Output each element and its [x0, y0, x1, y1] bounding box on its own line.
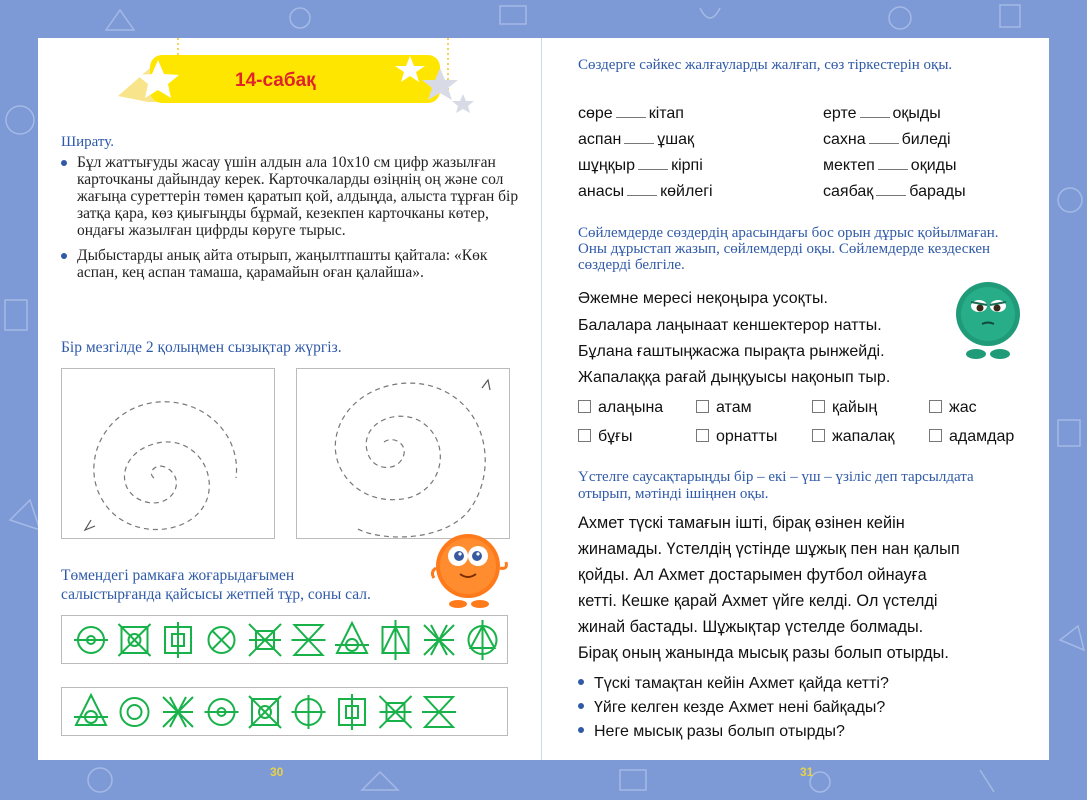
right-page [542, 38, 1049, 779]
lesson-title: 14-сабақ [235, 70, 316, 91]
symbol-row-reference [61, 615, 509, 665]
story-line: Бірақ оның жанында мысық разы болып отырды. [578, 644, 949, 662]
reading-text [578, 510, 1038, 666]
instruction-item: Бұл жаттығуды жасау үшін алдын ала 10х10 см цифр жазылған карточканы дайындау керек. Карточкаларды өзіңнің оң және сол жағыңа суреттерін төмен қаратып қой, алдыңда, алыста тұрған бір затқа қара, көз қиығыңды бұрмай, кезекпен карточканы көтер, ондағы жазылған цифрды көруге тырыс. [61, 154, 521, 239]
word-checkbox[interactable]: орнатты [696, 428, 777, 446]
word-pair: ерте оқыды [823, 105, 941, 122]
symbol-row-missing[interactable] [61, 687, 509, 737]
fill-blank[interactable] [616, 107, 646, 118]
word-checkbox[interactable]: адамдар [929, 428, 1014, 446]
checkbox-icon [929, 400, 942, 413]
intro-label: Ширату. [61, 134, 115, 150]
checkbox-icon [929, 429, 942, 442]
instruction-item: Дыбыстарды анық айта отырып, жаңылтпашты қайтала: «Көк аспан, кең аспан тамаша, қарамайын оған қалайша». [61, 247, 521, 281]
checkbox-icon [578, 400, 591, 413]
word-pair: анасы көйлегі [578, 183, 713, 200]
word-checkbox[interactable]: алаңына [578, 399, 663, 417]
fill-blank[interactable] [869, 133, 899, 144]
task-spacing-heading: Сөйлемдерде сөздердің арасындағы бос орын дұрыс қойылмаған. Оны дұрыстап жазып, сөйлемдерді оқы. Сөйлемдерде кездескен сөздерді белгіле. [578, 225, 999, 273]
spiral-frame-left[interactable] [61, 368, 276, 540]
scrambled-sentence: Әжемне мересі неқоңыра усоқты. [578, 290, 828, 307]
story-line: кетті. Кешке қарай Ахмет үйге келді. Ол үстелді [578, 592, 938, 610]
question-item: Неге мысық разы болып отырды? [578, 723, 845, 741]
fill-blank[interactable] [876, 185, 906, 196]
question-item: Түскі тамақтан кейін Ахмет қайда кетті? [578, 675, 889, 693]
story-line: Ахмет түскі тамағын ішті, бірақ өзінен кейін [578, 514, 905, 532]
orange-fluffy-character [426, 526, 516, 614]
green-fluffy-character [946, 276, 1032, 366]
spiral-frame-right[interactable] [296, 368, 511, 540]
word-pair: мектеп оқиды [823, 157, 957, 174]
word-checkbox[interactable]: бұғы [578, 428, 633, 446]
task-endings-heading: Сөздерге сәйкес жалғауларды жалғап, сөз тіркестерін оқы. [578, 57, 953, 73]
word-checkbox[interactable]: атам [696, 399, 752, 417]
story-line: жинай бастады. Шұжықтар үстелде болмады. [578, 618, 924, 636]
word-checkbox[interactable]: қайың [812, 399, 877, 417]
scrambled-sentence: Жапалаққа рағай дыңқуысы нақонып тыр. [578, 369, 891, 386]
page-number: 31 [800, 765, 814, 779]
checkbox-icon [812, 429, 825, 442]
word-pair: саябақ барады [823, 183, 966, 200]
checkbox-icon [812, 400, 825, 413]
fill-blank[interactable] [627, 185, 657, 196]
fill-blank[interactable] [624, 133, 654, 144]
story-line: жинамады. Үстелдің үстінде шұжық пен нан қалып [578, 540, 960, 558]
scrambled-sentence: Бұлана ғаштыңжасжа пырақта рынжейді. [578, 343, 885, 360]
checkbox-icon [578, 429, 591, 442]
left-page [38, 38, 542, 779]
word-pair: сөре кітап [578, 105, 684, 122]
word-pair: шұңқыр кірпі [578, 157, 703, 174]
story-line: қойды. Ал Ахмет достарымен футбол ойнауға [578, 566, 927, 584]
word-checkbox[interactable]: жапалақ [812, 428, 894, 446]
word-checkbox[interactable]: жас [929, 399, 977, 417]
checkbox-icon [696, 400, 709, 413]
instruction-list [61, 154, 521, 289]
task-lines-heading: Бір мезгілде 2 қолыңмен сызықтар жүргіз. [61, 339, 342, 356]
page-number: 30 [270, 765, 284, 779]
word-pair: аспан ұшақ [578, 131, 695, 148]
scrambled-sentence: Балалара лаңынаат кеншектерор натты. [578, 317, 882, 334]
task-frame-heading: Төмендегі рамкаға жоғарыдағымен салыстырғанда қайсысы жетпей тұр, соны сал. [61, 567, 371, 603]
fill-blank[interactable] [860, 107, 890, 118]
star-icon [452, 94, 474, 113]
task-reading-heading: Үстелге саусақтарыңды бір – екі – үш – үзіліс деп тарсылдата отырып, мәтінді ішіңнен оқы. [578, 469, 974, 502]
question-item: Үйге келген кезде Ахмет нені байқады? [578, 699, 885, 717]
word-pair: сахна биледі [823, 131, 951, 148]
fill-blank[interactable] [638, 159, 668, 170]
checkbox-icon [696, 429, 709, 442]
fill-blank[interactable] [878, 159, 908, 170]
